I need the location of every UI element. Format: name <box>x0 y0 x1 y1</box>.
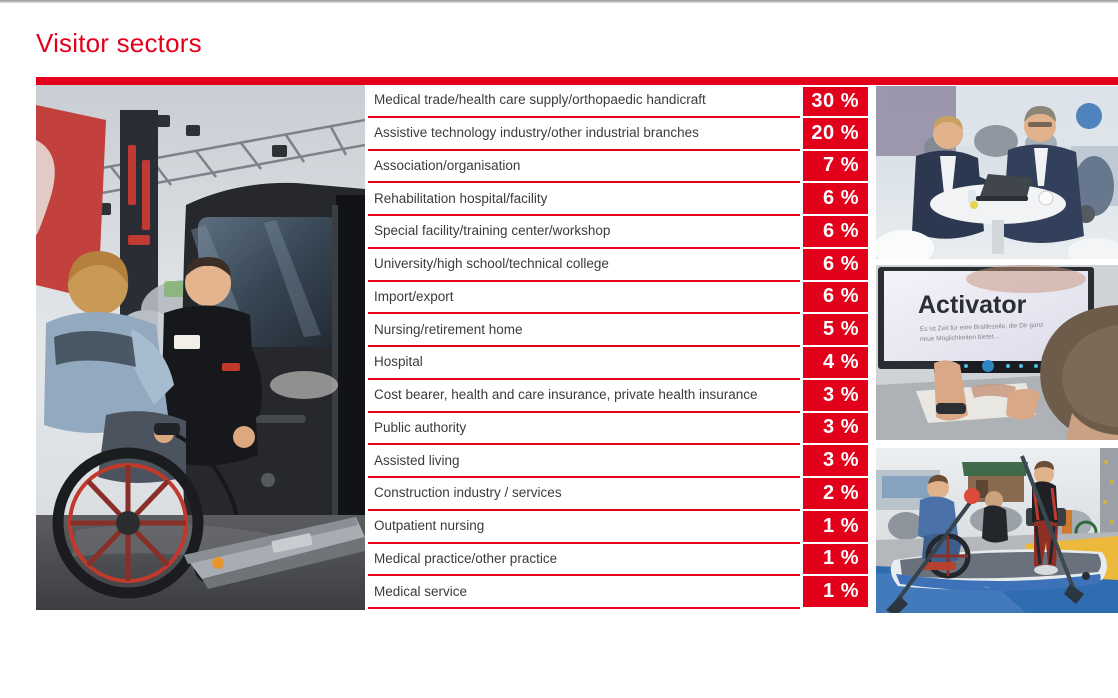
screen-subtitle-line1: Es ist Zeit für eine Braillezeile, die Dir ganz <box>919 321 1044 333</box>
sector-value: 3 % <box>803 413 868 446</box>
sector-label: Assistive technology industry/other industrial branches <box>368 118 800 151</box>
table-row <box>368 249 868 282</box>
sector-value: 30 % <box>803 85 868 118</box>
table-row <box>368 413 868 446</box>
sector-label: Special facility/training center/workshop <box>368 216 800 249</box>
photo-paddle-board-illustration <box>876 448 1118 613</box>
sector-value: 6 % <box>803 249 868 282</box>
sector-label: Public authority <box>368 413 800 446</box>
sector-value: 4 % <box>803 347 868 380</box>
photo-business-meeting <box>876 86 1118 259</box>
table-row <box>368 478 868 511</box>
table-row <box>368 85 868 118</box>
table-row <box>368 118 868 151</box>
sector-label: Hospital <box>368 347 800 380</box>
sector-value: 6 % <box>803 282 868 315</box>
sector-value: 7 % <box>803 151 868 184</box>
sector-label: Medical trade/health care supply/orthopaedic handicraft <box>368 85 800 118</box>
sector-label: Medical service <box>368 576 800 609</box>
climbing-wall <box>1100 448 1118 540</box>
photo-wheelchair-van <box>36 85 365 610</box>
sector-value: 1 % <box>803 576 868 609</box>
sector-value: 6 % <box>803 183 868 216</box>
sector-label: Rehabilitation hospital/facility <box>368 183 800 216</box>
table-row <box>368 544 868 577</box>
sector-value: 1 % <box>803 511 868 544</box>
sector-label: Construction industry / services <box>368 478 800 511</box>
hut-roof <box>962 462 1028 476</box>
sector-value: 3 % <box>803 380 868 413</box>
sector-value: 3 % <box>803 445 868 478</box>
table-row <box>368 347 868 380</box>
photo-wheelchair-van-illustration <box>36 85 365 610</box>
photo-activator-demo <box>876 265 1118 440</box>
table-row <box>368 282 868 315</box>
page-top-border <box>0 0 1118 3</box>
sector-label: Nursing/retirement home <box>368 314 800 347</box>
sector-label: Association/organisation <box>368 151 800 184</box>
sector-value: 5 % <box>803 314 868 347</box>
photo-business-meeting-illustration <box>876 86 1118 259</box>
sector-value: 2 % <box>803 478 868 511</box>
sector-label: Assisted living <box>368 445 800 478</box>
sector-label: Import/export <box>368 282 800 315</box>
sector-label: Outpatient nursing <box>368 511 800 544</box>
van-logo-blur <box>270 371 338 399</box>
sector-label: University/high school/technical college <box>368 249 800 282</box>
red-shirt-figure <box>964 488 980 504</box>
table-row <box>368 183 868 216</box>
sector-value: 1 % <box>803 544 868 577</box>
wristwatch <box>936 403 966 414</box>
table-row <box>368 576 868 609</box>
header-rule <box>36 77 1118 85</box>
glasses <box>1028 122 1052 127</box>
screen-subtitle-line2: neue Möglichkeiten bietet... <box>919 333 1000 343</box>
page-title: Visitor sectors <box>36 28 202 58</box>
sector-label: Cost bearer, health and care insurance, private health insurance <box>368 380 800 413</box>
screen-title-text: Activator <box>918 291 1027 319</box>
visitor-sectors-table <box>368 85 868 609</box>
table-row <box>368 445 868 478</box>
sector-value: 6 % <box>803 216 868 249</box>
table-row <box>368 314 868 347</box>
table-row <box>368 380 868 413</box>
table-row <box>368 151 868 184</box>
phone <box>154 423 180 435</box>
sector-label: Medical practice/other practice <box>368 544 800 577</box>
photo-activator-demo-illustration <box>876 265 1118 440</box>
table-row <box>368 216 868 249</box>
svg-text:~: ~ <box>984 582 990 592</box>
exhibitor-hand <box>233 426 255 448</box>
table-row <box>368 511 868 544</box>
name-badge <box>174 335 200 349</box>
sector-value: 20 % <box>803 118 868 151</box>
ramp-warning-light <box>212 557 224 569</box>
photo-paddle-board <box>876 448 1118 613</box>
